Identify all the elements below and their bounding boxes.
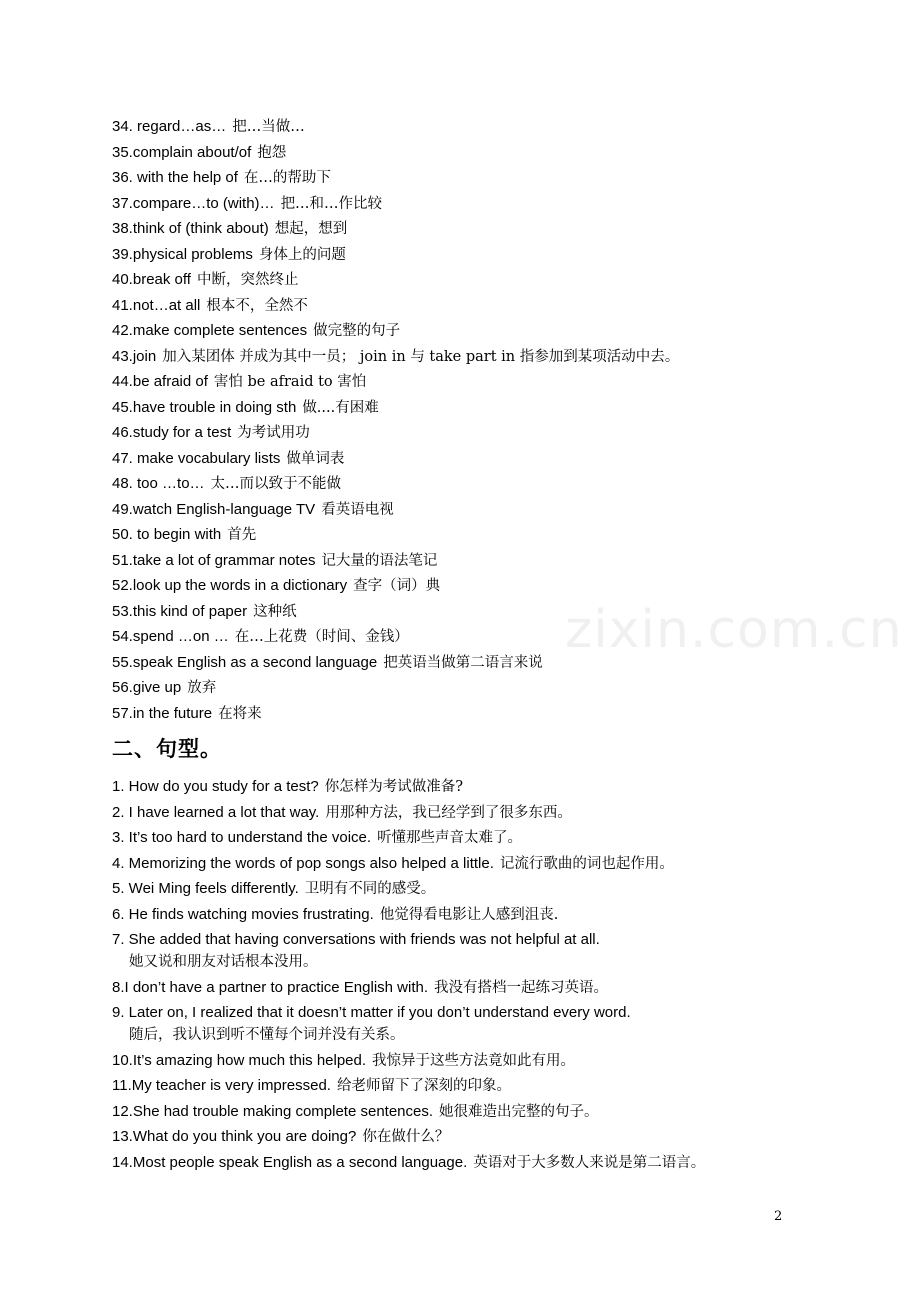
phrase-english: 36. with the help of (112, 169, 238, 186)
phrase-chinese: 中断，突然终止 (196, 272, 299, 288)
sentence-english: 4. Memorizing the words of pop songs also helped a little. (112, 854, 494, 872)
sentence-chinese: 用那种方法，我已经学到了很多东西。 (325, 804, 572, 821)
sentence-item (112, 977, 832, 999)
phrase-item (112, 422, 812, 448)
phrase-chinese: 做....有困难 (302, 399, 379, 416)
phrase-english: 44.be afraid of (112, 373, 208, 390)
sentence-chinese: 卫明有不同的感受。 (304, 881, 436, 897)
phrase-english: 56.give up (112, 679, 182, 696)
sentence-chinese: 记流行歌曲的词也起作用。 (499, 855, 674, 872)
sentence-english: 14.Most people speak English as a second language. (112, 1153, 468, 1171)
phrase-item (112, 677, 812, 703)
phrase-chinese: 在…上花费（时间、金钱） (234, 629, 409, 645)
phrase-item (112, 397, 812, 423)
sentence-item (112, 878, 832, 900)
phrase-chinese: 根本不，全然不 (206, 297, 308, 314)
phrase-chinese: 做完整的句子 (313, 323, 401, 339)
phrase-english: 41.not…at all (112, 296, 201, 314)
phrase-english: 42.make complete sentences (112, 322, 308, 339)
sentence-chinese: 我惊异于这些方法竟如此有用。 (372, 1052, 576, 1069)
sentence-chinese: 他觉得看电影让人感到沮丧. (379, 906, 559, 923)
phrase-english: 45.have trouble in doing sth (112, 398, 297, 416)
phrase-english: 52.look up the words in a dictionary (112, 577, 348, 594)
sentence-item (112, 1002, 832, 1046)
phrase-chinese: 太…而以致于不能做 (210, 476, 342, 492)
phrase-english: 40.break off (112, 271, 191, 288)
sentence-english: 12.She had trouble making complete sentences. (112, 1102, 434, 1120)
phrase-item (112, 346, 812, 372)
phrase-english: 51.take a lot of grammar notes (112, 551, 316, 569)
phrase-chinese: 为考试用功 (237, 425, 310, 441)
sentence-chinese: 我没有搭档一起练习英语。 (434, 979, 609, 996)
phrase-item (112, 703, 812, 729)
phrase-english: 54.spend …on … (112, 628, 229, 645)
watermark: zixin.com.cn (565, 600, 903, 660)
phrase-chinese: 看英语电视 (321, 501, 394, 518)
phrase-english: 35.complain about/of (112, 143, 252, 161)
sentence-chinese: 你怎样为考试做准备? (324, 779, 464, 795)
phrase-chinese: 身体上的问题 (258, 246, 346, 263)
phrase-item (112, 193, 812, 219)
sentence-item (112, 827, 832, 849)
phrase-item (112, 116, 812, 142)
sentence-item (112, 1050, 832, 1072)
sentence-english: 10.It’s amazing how much this helped. (112, 1051, 367, 1069)
phrase-item (112, 499, 812, 525)
phrase-item (112, 218, 812, 244)
phrase-chinese: 做单词表 (286, 450, 345, 467)
phrase-english: 39.physical problems (112, 245, 253, 263)
phrase-item (112, 550, 812, 576)
sentence-chinese: 英语对于大多数人来说是第二语言。 (473, 1154, 706, 1171)
sentence-chinese: 随后，我认识到听不懂每个词并没有关系。 (129, 1027, 405, 1043)
phrase-english: 34. regard…as… (112, 118, 227, 135)
phrase-chinese: 加入某团体 并成为其中一员； join in 与 take part in 指参加到某项活动中去。 (162, 348, 680, 365)
sentence-english: 3. It’s too hard to understand the voice. (112, 829, 372, 846)
phrase-chinese: 害怕 be afraid to 害怕 (213, 374, 367, 390)
phrase-chinese: 首先 (227, 527, 257, 543)
phrase-item (112, 371, 812, 397)
phrase-english: 57.in the future (112, 704, 213, 722)
sentence-item (112, 802, 832, 824)
phrase-item (112, 142, 812, 168)
sentence-chinese: 她很难造出完整的句子。 (439, 1103, 599, 1120)
phrase-item (112, 269, 812, 295)
phrase-chinese: 记大量的语法笔记 (321, 552, 438, 569)
sentence-english: 6. He finds watching movies frustrating. (112, 905, 374, 923)
phrase-english: 53.this kind of paper (112, 602, 248, 620)
sentence-english: 1. How do you study for a test? (112, 778, 319, 795)
phrase-chinese: 想起，想到 (274, 221, 348, 237)
phrase-chinese: 抱怨 (257, 144, 287, 161)
sentence-item (112, 853, 832, 875)
phrase-chinese: 把…当做… (232, 119, 305, 135)
sentence-item (112, 1126, 832, 1148)
sentence-english: 11.My teacher is very impressed. (112, 1077, 331, 1094)
phrase-item (112, 575, 812, 601)
sentence-chinese: 给老师留下了深刻的印象。 (336, 1078, 511, 1094)
sentence-chinese: 她又说和朋友对话根本没用。 (129, 954, 318, 970)
phrase-english: 50. to begin with (112, 526, 222, 543)
phrase-english: 43.join (112, 347, 157, 365)
phrase-item (112, 295, 812, 321)
phrase-item (112, 244, 812, 270)
phrase-english: 55.speak English as a second language (112, 653, 378, 671)
sentence-item (112, 1101, 832, 1123)
sentence-item (112, 904, 832, 926)
phrase-item (112, 320, 812, 346)
section-heading: 二、句型。 (112, 737, 222, 761)
phrase-english: 37.compare…to (with)… (112, 194, 275, 212)
sentence-chinese: 你在做什么？ (362, 1129, 450, 1145)
phrase-item (112, 524, 812, 550)
phrase-item (112, 448, 812, 474)
sentence-item (112, 929, 832, 973)
phrase-english: 46.study for a test (112, 424, 232, 441)
sentence-english: 2. I have learned a lot that way. (112, 803, 320, 821)
phrase-english: 38.think of (think about) (112, 220, 269, 237)
sentence-english: 8.I don’t have a partner to practice English with. (112, 978, 429, 996)
phrase-item (112, 167, 812, 193)
phrase-chinese: 把英语当做第二语言来说 (383, 654, 543, 671)
phrase-chinese: 把…和…作比较 (280, 195, 383, 212)
phrase-chinese: 放弃 (187, 680, 217, 696)
phrase-item (112, 473, 812, 499)
sentence-item (112, 776, 832, 798)
sentence-item (112, 1152, 832, 1174)
phrase-english: 48. too …to… (112, 475, 205, 492)
phrase-chinese: 这种纸 (253, 603, 297, 620)
phrase-english: 47. make vocabulary lists (112, 449, 281, 467)
sentence-list (112, 776, 832, 1177)
page-number: 2 (774, 1209, 783, 1224)
sentence-english: 5. Wei Ming feels differently. (112, 880, 299, 897)
sentence-english: 13.What do you think you are doing? (112, 1128, 357, 1145)
sentence-english: 9. Later on, I realized that it doesn’t matter if you don’t understand every word. (112, 1004, 631, 1021)
sentence-item (112, 1075, 832, 1097)
phrase-chinese: 查字（词）典 (353, 578, 441, 594)
phrase-chinese: 在…的帮助下 (243, 170, 331, 186)
sentence-chinese: 听懂那些声音太难了。 (377, 830, 523, 846)
phrase-english: 49.watch English-language TV (112, 500, 316, 518)
sentence-english: 7. She added that having conversations with friends was not helpful at all. (112, 931, 600, 948)
phrase-chinese: 在将来 (218, 705, 262, 722)
